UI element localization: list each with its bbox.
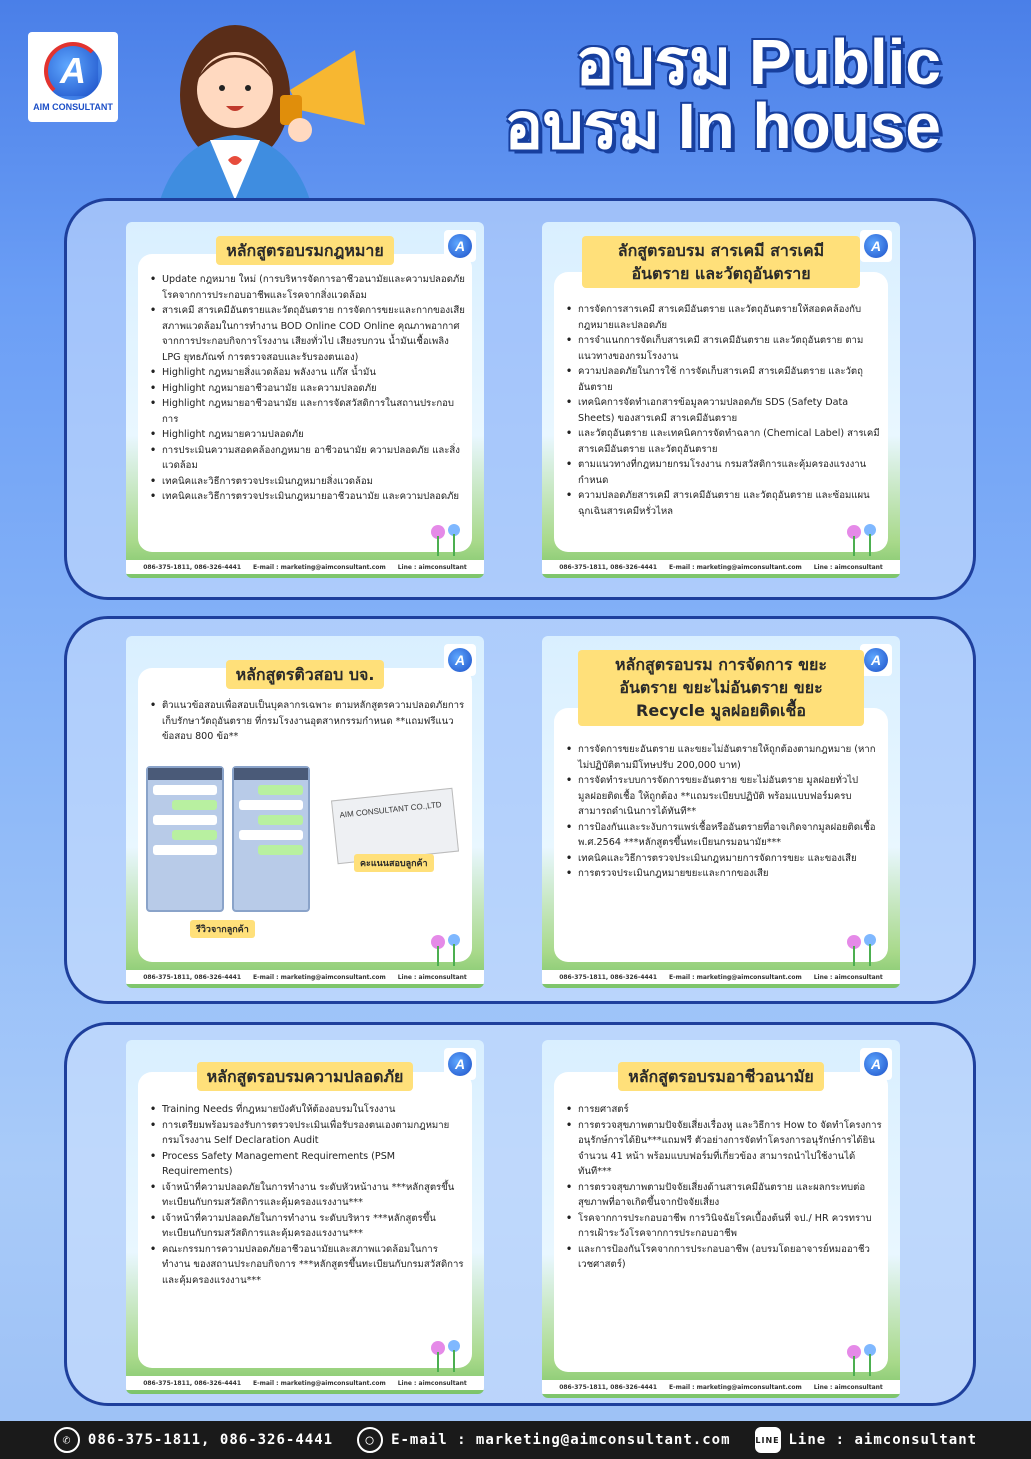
course-topic-list [564, 1102, 882, 1273]
globe-icon: ◯ [357, 1427, 383, 1453]
card-title: หลักสูตรติวสอบ บจ. [126, 660, 484, 689]
mascot-illustration [140, 10, 380, 200]
list-item: • การป้องกันและระงับการแพร่เชื้อหรืออันตรายที่อาจเกิดจากมูลฝอยติดเชื้อ พ.ศ.2564 ***หลักสูตรขึ้นทะเบียนกรมอนามัย*** [564, 820, 882, 851]
list-item: • Training Needs ที่กฎหมายบังคับให้ต้องอบรมในโรงงาน [148, 1102, 466, 1118]
contact-phone-text: 086-375-1811, 086-326-4441 [87, 1432, 334, 1448]
contact-email[interactable] [357, 1427, 730, 1453]
list-item: • Highlight กฎหมายความปลอดภัย [148, 427, 466, 443]
score-tag: คะแนนสอบลูกค้า [354, 854, 434, 872]
card-contact-footer: 086-375-1811, 086-326-4441 E-mail : marketing@aimconsultant.com Line : aimconsultant [542, 560, 900, 574]
header-title-line-inhouse: อบรม In house [504, 90, 941, 162]
list-item: • Highlight กฎหมายสิ่งแวดล้อม พลังงาน แก๊ส น้ำมัน [148, 365, 466, 381]
line-app-icon: LINE [755, 1427, 781, 1453]
card-logo-badge: A [860, 644, 892, 676]
card-title: หลักสูตรอบรมกฎหมาย [126, 236, 484, 265]
list-item: • เทคนิคการจัดทำเอกสารข้อมูลความปลอดภัย SDS (Safety Data Sheets) ของสารเคมี สารเคมีอันตราย [564, 395, 882, 426]
course-topic-list [564, 302, 882, 519]
card-logo-badge: A [444, 644, 476, 676]
list-item: • Highlight กฎหมายอาชีวอนามัย และความปลอดภัย [148, 381, 466, 397]
logo-text: AIM CONSULTANT [33, 102, 113, 112]
list-item: • Process Safety Management Requirements (PSM Requirements) [148, 1149, 466, 1180]
list-item: • การตรวจสุขภาพตามปัจจัยเสี่ยงด้านสารเคมีอันตราย และผลกระทบต่อสุขภาพที่อาจเกิดขึ้นจากปัจจัยเสี่ยง [564, 1180, 882, 1211]
list-item: • การตรวจประเมินกฎหมายขยะและกากของเสีย [564, 866, 882, 882]
card-contact-footer: 086-375-1811, 086-326-4441 E-mail : marketing@aimconsultant.com Line : aimconsultant [126, 970, 484, 984]
course-topic-list [148, 1102, 466, 1288]
card-title: หลักสูตรอบรม การจัดการ ขยะอันตราย ขยะไม่อันตราย ขยะ Recycle มูลฝอยติดเชื้อ [542, 650, 900, 726]
phone-icon: ✆ [54, 1427, 80, 1453]
header-title [504, 26, 941, 162]
list-item: • การประเมินความสอดคล้องกฎหมาย อาชีวอนามัย ความปลอดภัย และสิ่งแวดล้อม [148, 443, 466, 474]
contact-line-text: Line : aimconsultant [788, 1432, 978, 1448]
course-topic-list [148, 272, 466, 505]
card-title: หลักสูตรอบรมอาชีวอนามัย [542, 1062, 900, 1091]
course-card-waste-management [542, 636, 900, 988]
header-title-line-public: อบรม Public [575, 26, 941, 98]
list-item: • ติวแนวข้อสอบเพื่อสอบเป็นบุคลากรเฉพาะ ตามหลักสูตรความปลอดภัยการเก็บรักษาวัตถุอันตราย ที่กรมโรงงานอุตสาหกรรมกำหนด **แถมฟรีแนวข้อสอบ 800 ข้อ** [148, 698, 466, 745]
flower-decoration [426, 1336, 466, 1372]
contact-bar [0, 1421, 1031, 1459]
flower-decoration [842, 930, 882, 966]
contact-email-text: E-mail : marketing@aimconsultant.com [391, 1432, 731, 1448]
flower-decoration [842, 1340, 882, 1376]
list-item: • และการป้องกันโรคจากการประกอบอาชีพ (อบรมโดยอาจารย์หมออาชีวเวชศาสตร์) [564, 1242, 882, 1273]
card-logo-badge: A [860, 230, 892, 262]
card-contact-footer: 086-375-1811, 086-326-4441 E-mail : marketing@aimconsultant.com Line : aimconsultant [542, 1380, 900, 1394]
course-topic-list [564, 742, 882, 882]
list-item: • Update กฎหมาย ใหม่ (การบริหารจัดการอาชีวอนามัยและความปลอดภัย โรคจากการประกอบอาชีพและโรคจากสิ่งแวดล้อม [148, 272, 466, 303]
list-item: • สารเคมี สารเคมีอันตรายและวัตถุอันตราย การจัดการขยะและกากของเสีย สภาพแวดล้อมในการทำงาน BOD Online COD Online คุณภาพอากาศจากการประกอบกิจการโรงงาน เสียงทั่วไป เสียงรบกวน น้ำมันเชื้อเพลิง LPG ยุทธภัณฑ์ การตรวจสอบและรับรองตนเอง) [148, 303, 466, 365]
card-logo-badge: A [444, 230, 476, 262]
list-item: • ตามแนวทางที่กฎหมายกรมโรงงาน กรมสวัสดิการและคุ้มครองแรงงานกำหนด [564, 457, 882, 488]
list-item: • Highlight กฎหมายอาชีวอนามัย และการจัดสวัสดิการในสถานประกอบการ [148, 396, 466, 427]
card-contact-footer: 086-375-1811, 086-326-4441 E-mail : marketing@aimconsultant.com Line : aimconsultant [126, 560, 484, 574]
exam-certificate-image: AIM CONSULTANT CO.,LTD [331, 788, 459, 864]
course-card-safety [126, 1040, 484, 1394]
list-item: • เทคนิคและวิธีการตรวจประเมินกฎหมายการจัดการขยะ และของเสีย [564, 851, 882, 867]
flower-decoration [426, 930, 466, 966]
review-tag: รีวิวจากลูกค้า [190, 920, 255, 938]
company-logo [28, 32, 118, 122]
logo-mark: A [44, 42, 102, 100]
list-item: • การจัดทำระบบการจัดการขยะอันตราย ขยะไม่อันตราย มูลฝอยทั่วไป มูลฝอยติดเชื้อ ให้ถูกต้อง **แถมระเบียบปฏิบัติ พร้อมแบบฟอร์มครบ สามารถดำเนินการได้ทันที** [564, 773, 882, 820]
flower-decoration [426, 520, 466, 556]
card-title: หลักสูตรอบรมความปลอดภัย [126, 1062, 484, 1091]
list-item: • การยศาสตร์ [564, 1102, 882, 1118]
customer-chat-screenshot [146, 766, 224, 912]
contact-line[interactable] [755, 1427, 978, 1453]
list-item: • การเตรียมพร้อมรองรับการตรวจประเมินเพื่อรับรองตนเองตามกฎหมายกรมโรงงาน Self Declaration Audit [148, 1118, 466, 1149]
card-logo-badge: A [860, 1048, 892, 1080]
list-item: • การตรวจสุขภาพตามปัจจัยเสี่ยงเรื่องหู และวิธีการ How to จัดทำโครงการอนุรักษ์การได้ยิน***แถมฟรี ตัวอย่างการจัดทำโครงการอนุรักษ์การได้ยิน จำนวน 41 หน้า พร้อมแบบฟอร์มที่เกี่ยวข้อง สามารถนำไปใช้งานได้ทันที*** [564, 1118, 882, 1180]
list-item: • เทคนิคและวิธีการตรวจประเมินกฎหมายสิ่งแวดล้อม [148, 474, 466, 490]
card-title: ลักสูตรอบรม สารเคมี สารเคมี อันตราย และวัตถุอันตราย [542, 236, 900, 288]
list-item: • เจ้าหน้าที่ความปลอดภัยในการทำงาน ระดับหัวหน้างาน ***หลักสูตรขึ้นทะเบียนกับกรมสวัสดิการและคุ้มครองแรงงาน*** [148, 1180, 466, 1211]
list-item: • ความปลอดภัยในการใช้ การจัดเก็บสารเคมี สารเคมีอันตราย และวัตถุอันตราย [564, 364, 882, 395]
card-contact-footer: 086-375-1811, 086-326-4441 E-mail : marketing@aimconsultant.com Line : aimconsultant [126, 1376, 484, 1390]
list-item: • ความปลอดภัยสารเคมี สารเคมีอันตราย และวัตถุอันตราย และซ้อมแผนฉุกเฉินสารเคมีหรั่วไหล [564, 488, 882, 519]
list-item: • การจำแนกการจัดเก็บสารเคมี สารเคมีอันตราย และวัตถุอันตราย ตามแนวทางของกรมโรงงาน [564, 333, 882, 364]
contact-phone[interactable] [54, 1427, 333, 1453]
list-item: • และวัตถุอันตราย และเทคนิคการจัดทำฉลาก (Chemical Label) สารเคมี สารเคมีอันตราย และวัตถุอันตราย [564, 426, 882, 457]
list-item: • การจัดการขยะอันตราย และขยะไม่อันตรายให้ถูกต้องตามกฎหมาย (หากไม่ปฏิบัติตามมีโทษปรับ 200,000 บาท) [564, 742, 882, 773]
list-item: • เทคนิคและวิธีการตรวจประเมินกฎหมายอาชีวอนามัย และความปลอดภัย [148, 489, 466, 505]
list-item: • เจ้าหน้าที่ความปลอดภัยในการทำงาน ระดับบริหาร ***หลักสูตรขึ้นทะเบียนกับกรมสวัสดิการและคุ้มครองแรงงาน*** [148, 1211, 466, 1242]
course-card-chemicals [542, 222, 900, 578]
card-contact-footer: 086-375-1811, 086-326-4441 E-mail : marketing@aimconsultant.com Line : aimconsultant [542, 970, 900, 984]
list-item: • คณะกรรมการความปลอดภัยอาชีวอนามัยและสภาพแวดล้อมในการทำงาน ของสถานประกอบกิจการ ***หลักสูตรขึ้นทะเบียนกับกรมสวัสดิการและคุ้มครองแรงงาน*** [148, 1242, 466, 1289]
list-item: • โรคจากการประกอบอาชีพ การวินิจฉัยโรคเบื้องต้นที่ จป./ HR ควรทราบ การเฝ้าระวังโรคจากการประกอบอาชีพ [564, 1211, 882, 1242]
flower-decoration [842, 520, 882, 556]
course-topic-list [148, 698, 466, 745]
course-card-law [126, 222, 484, 578]
course-card-occupational-health [542, 1040, 900, 1398]
list-item: • การจัดการสารเคมี สารเคมีอันตราย และวัตถุอันตรายให้สอดคล้องกับกฎหมายและปลอดภัย [564, 302, 882, 333]
course-card-exam-tutoring [126, 636, 484, 988]
card-logo-badge: A [444, 1048, 476, 1080]
customer-chat-screenshot [232, 766, 310, 912]
